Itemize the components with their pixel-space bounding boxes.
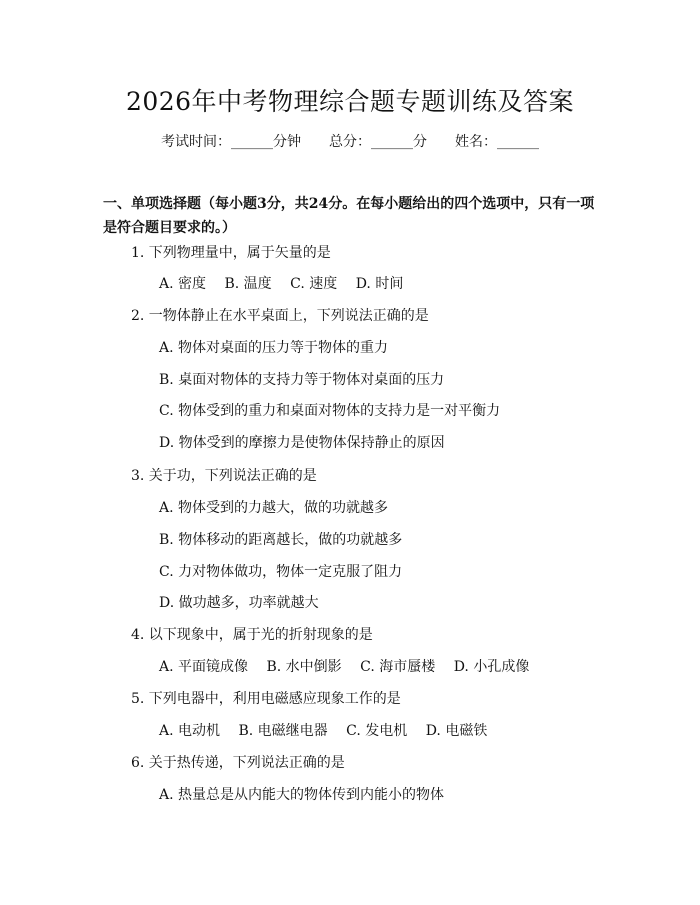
question-6-stem: 6. 关于热传递，下列说法正确的是 bbox=[131, 755, 345, 771]
question-3-option-a: A. 物体受到的力越大，做的功就越多 bbox=[159, 500, 389, 516]
option-d: D. 电磁铁 bbox=[425, 723, 488, 739]
question-5-stem: 5. 下列电器中，利用电磁感应现象工作的是 bbox=[131, 691, 401, 707]
option-c: C. 速度 bbox=[290, 276, 338, 292]
question-1-stem: 1. 下列物理量中，属于矢量的是 bbox=[131, 245, 331, 261]
total-score-field: 总分：______分 bbox=[329, 134, 427, 150]
question-3-option-b: B. 物体移动的距离越长，做的功就越多 bbox=[159, 532, 403, 548]
option-c: C. 发电机 bbox=[346, 723, 408, 739]
question-2-option-a: A. 物体对桌面的压力等于物体的重力 bbox=[159, 340, 389, 356]
question-2-option-c: C. 物体受到的重力和桌面对物体的支持力是一对平衡力 bbox=[159, 403, 501, 419]
question-1-options bbox=[159, 275, 417, 293]
question-2-option-b: B. 桌面对物体的支持力等于物体对桌面的压力 bbox=[159, 372, 445, 388]
option-a: A. 平面镜成像 bbox=[159, 659, 249, 675]
option-d: D. 小孔成像 bbox=[453, 659, 530, 675]
option-b: B. 电磁继电器 bbox=[238, 723, 328, 739]
question-3-option-c: C. 力对物体做功，物体一定克服了阻力 bbox=[159, 564, 403, 580]
exam-info-line bbox=[0, 131, 700, 151]
option-b: B. 温度 bbox=[224, 276, 272, 292]
exam-time-field: 考试时间：______分钟 bbox=[161, 134, 301, 150]
question-2-option-d: D. 物体受到的摩擦力是使物体保持静止的原因 bbox=[159, 435, 445, 451]
question-3-stem: 3. 关于功，下列说法正确的是 bbox=[131, 468, 317, 484]
section-heading-single-choice: 一、单项选择题（每小题3分，共24分。在每小题给出的四个选项中，只有一项是符合题目要求的。） bbox=[103, 196, 595, 236]
page-title: 2026年中考物理综合题专题训练及答案 bbox=[125, 87, 575, 116]
question-4-options bbox=[159, 658, 543, 676]
option-a: A. 密度 bbox=[159, 276, 207, 292]
option-a: A. 电动机 bbox=[159, 723, 221, 739]
question-5-options bbox=[159, 722, 501, 740]
option-c: C. 海市蜃楼 bbox=[360, 659, 436, 675]
option-b: B. 水中倒影 bbox=[266, 659, 342, 675]
question-2-stem: 2. 一物体静止在水平桌面上，下列说法正确的是 bbox=[131, 308, 429, 324]
student-name-field: 姓名：______ bbox=[455, 134, 539, 150]
option-d: D. 时间 bbox=[355, 276, 404, 292]
question-4-stem: 4. 以下现象中，属于光的折射现象的是 bbox=[131, 627, 373, 643]
question-6-option-a: A. 热量总是从内能大的物体传到内能小的物体 bbox=[159, 787, 445, 803]
question-3-option-d: D. 做功越多，功率就越大 bbox=[159, 595, 319, 611]
